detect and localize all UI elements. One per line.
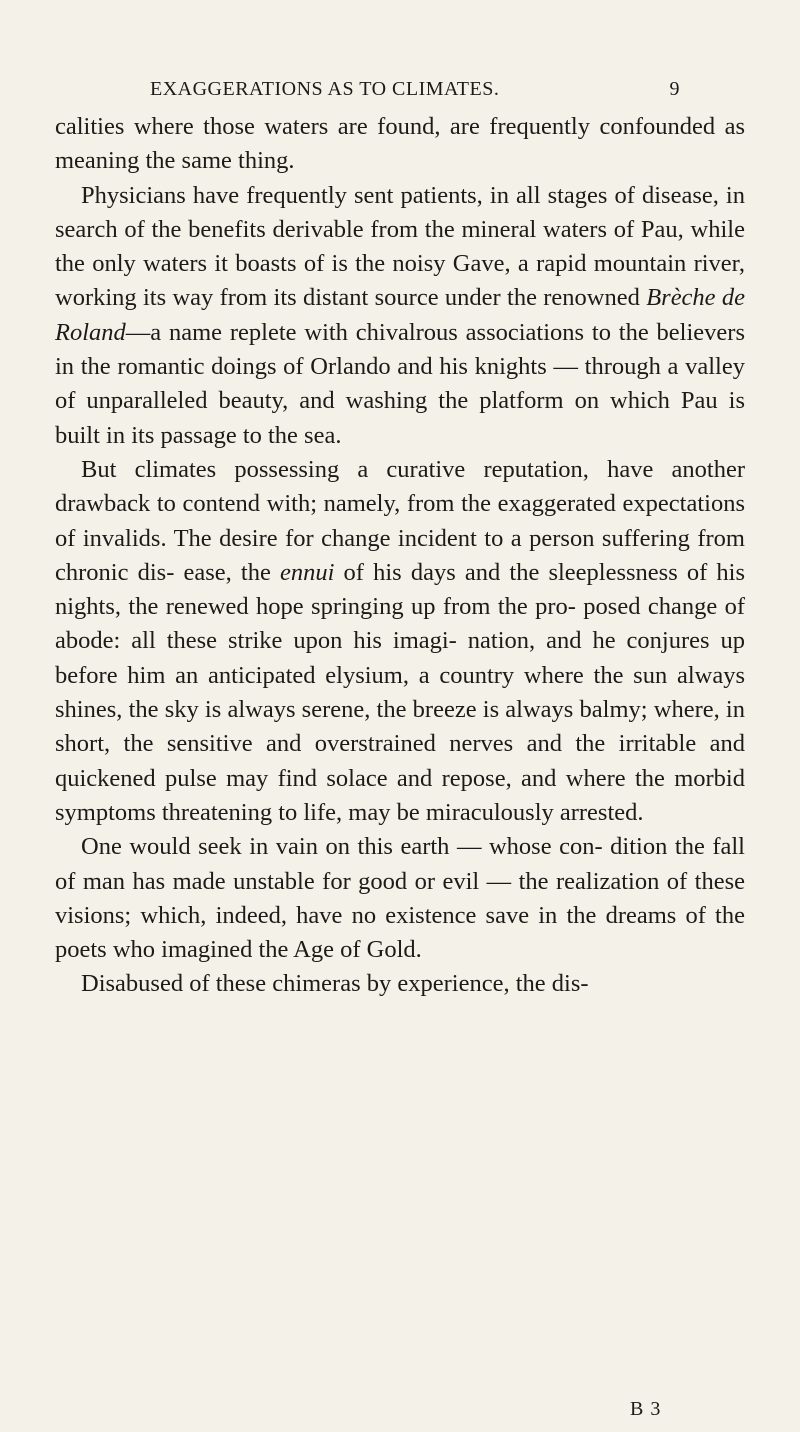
paragraph-3 [55, 453, 745, 830]
paragraph-2-italic: Brèche de Roland [55, 284, 746, 346]
paragraph-3-text-b: of his days and the sleeplessness of his nights, the renewed hope springing up from the pro- posed change of abode: all these strike upon his imagi- nation, and he conjures up before him an anticipated elysium, a country where the sun always shines, the sky is always serene, the breeze is always balmy; where, in short, the sensitive and overstrained nerves and the irritable and quickened pulse may find solace and repose, and where the morbid symptoms threatening to life, may be miraculously arrested. [55, 558, 746, 826]
paragraph-3-italic: ennui [279, 558, 335, 586]
paragraph-5 [55, 967, 745, 1001]
paragraph-1-text: calities where those waters are found, are frequently confounded as meaning the same thing. [55, 113, 745, 175]
running-title: EXAGGERATIONS AS TO CLIMATES. [150, 78, 500, 100]
paragraph-4-text: One would seek in vain on this earth — whose con- dition the fall of man has made unstable for good or evil — the realization of these visions; which, indeed, have no existence save in the dreams of the poets who imagined the Age of Gold. [55, 833, 745, 964]
paragraph-4 [55, 830, 745, 967]
page-number: 9 [669, 78, 680, 100]
signature-mark: B 3 [630, 1398, 662, 1420]
paragraph-2-text-b: —a name replete with chivalrous associations to the believers in the romantic doings of Orlando and his knights — through a valley of unparalleled beauty, and washing the platform on which Pau is built in its passage to the sea. [55, 318, 745, 449]
page-header [150, 78, 680, 101]
paragraph-2-text-a: Physicians have frequently sent patients, in all stages of disease, in search of the benefits derivable from the mineral waters of Pau, while the only waters it boasts of is the noisy Gave, a rapid mountain river, working its way from its distant source under the renowned [55, 181, 745, 312]
paragraph-5-text: Disabused of these chimeras by experience, the dis- [81, 970, 589, 998]
paragraph-2 [55, 179, 745, 453]
paragraph-1 [55, 110, 745, 179]
paragraph-3-text-a: But climates possessing a curative reputation, have another drawback to contend with; namely, from the exaggerated expectations of invalids. The desire for change incident to a person suffering from chronic dis- ease, the [55, 455, 745, 586]
body-text [55, 110, 745, 1002]
